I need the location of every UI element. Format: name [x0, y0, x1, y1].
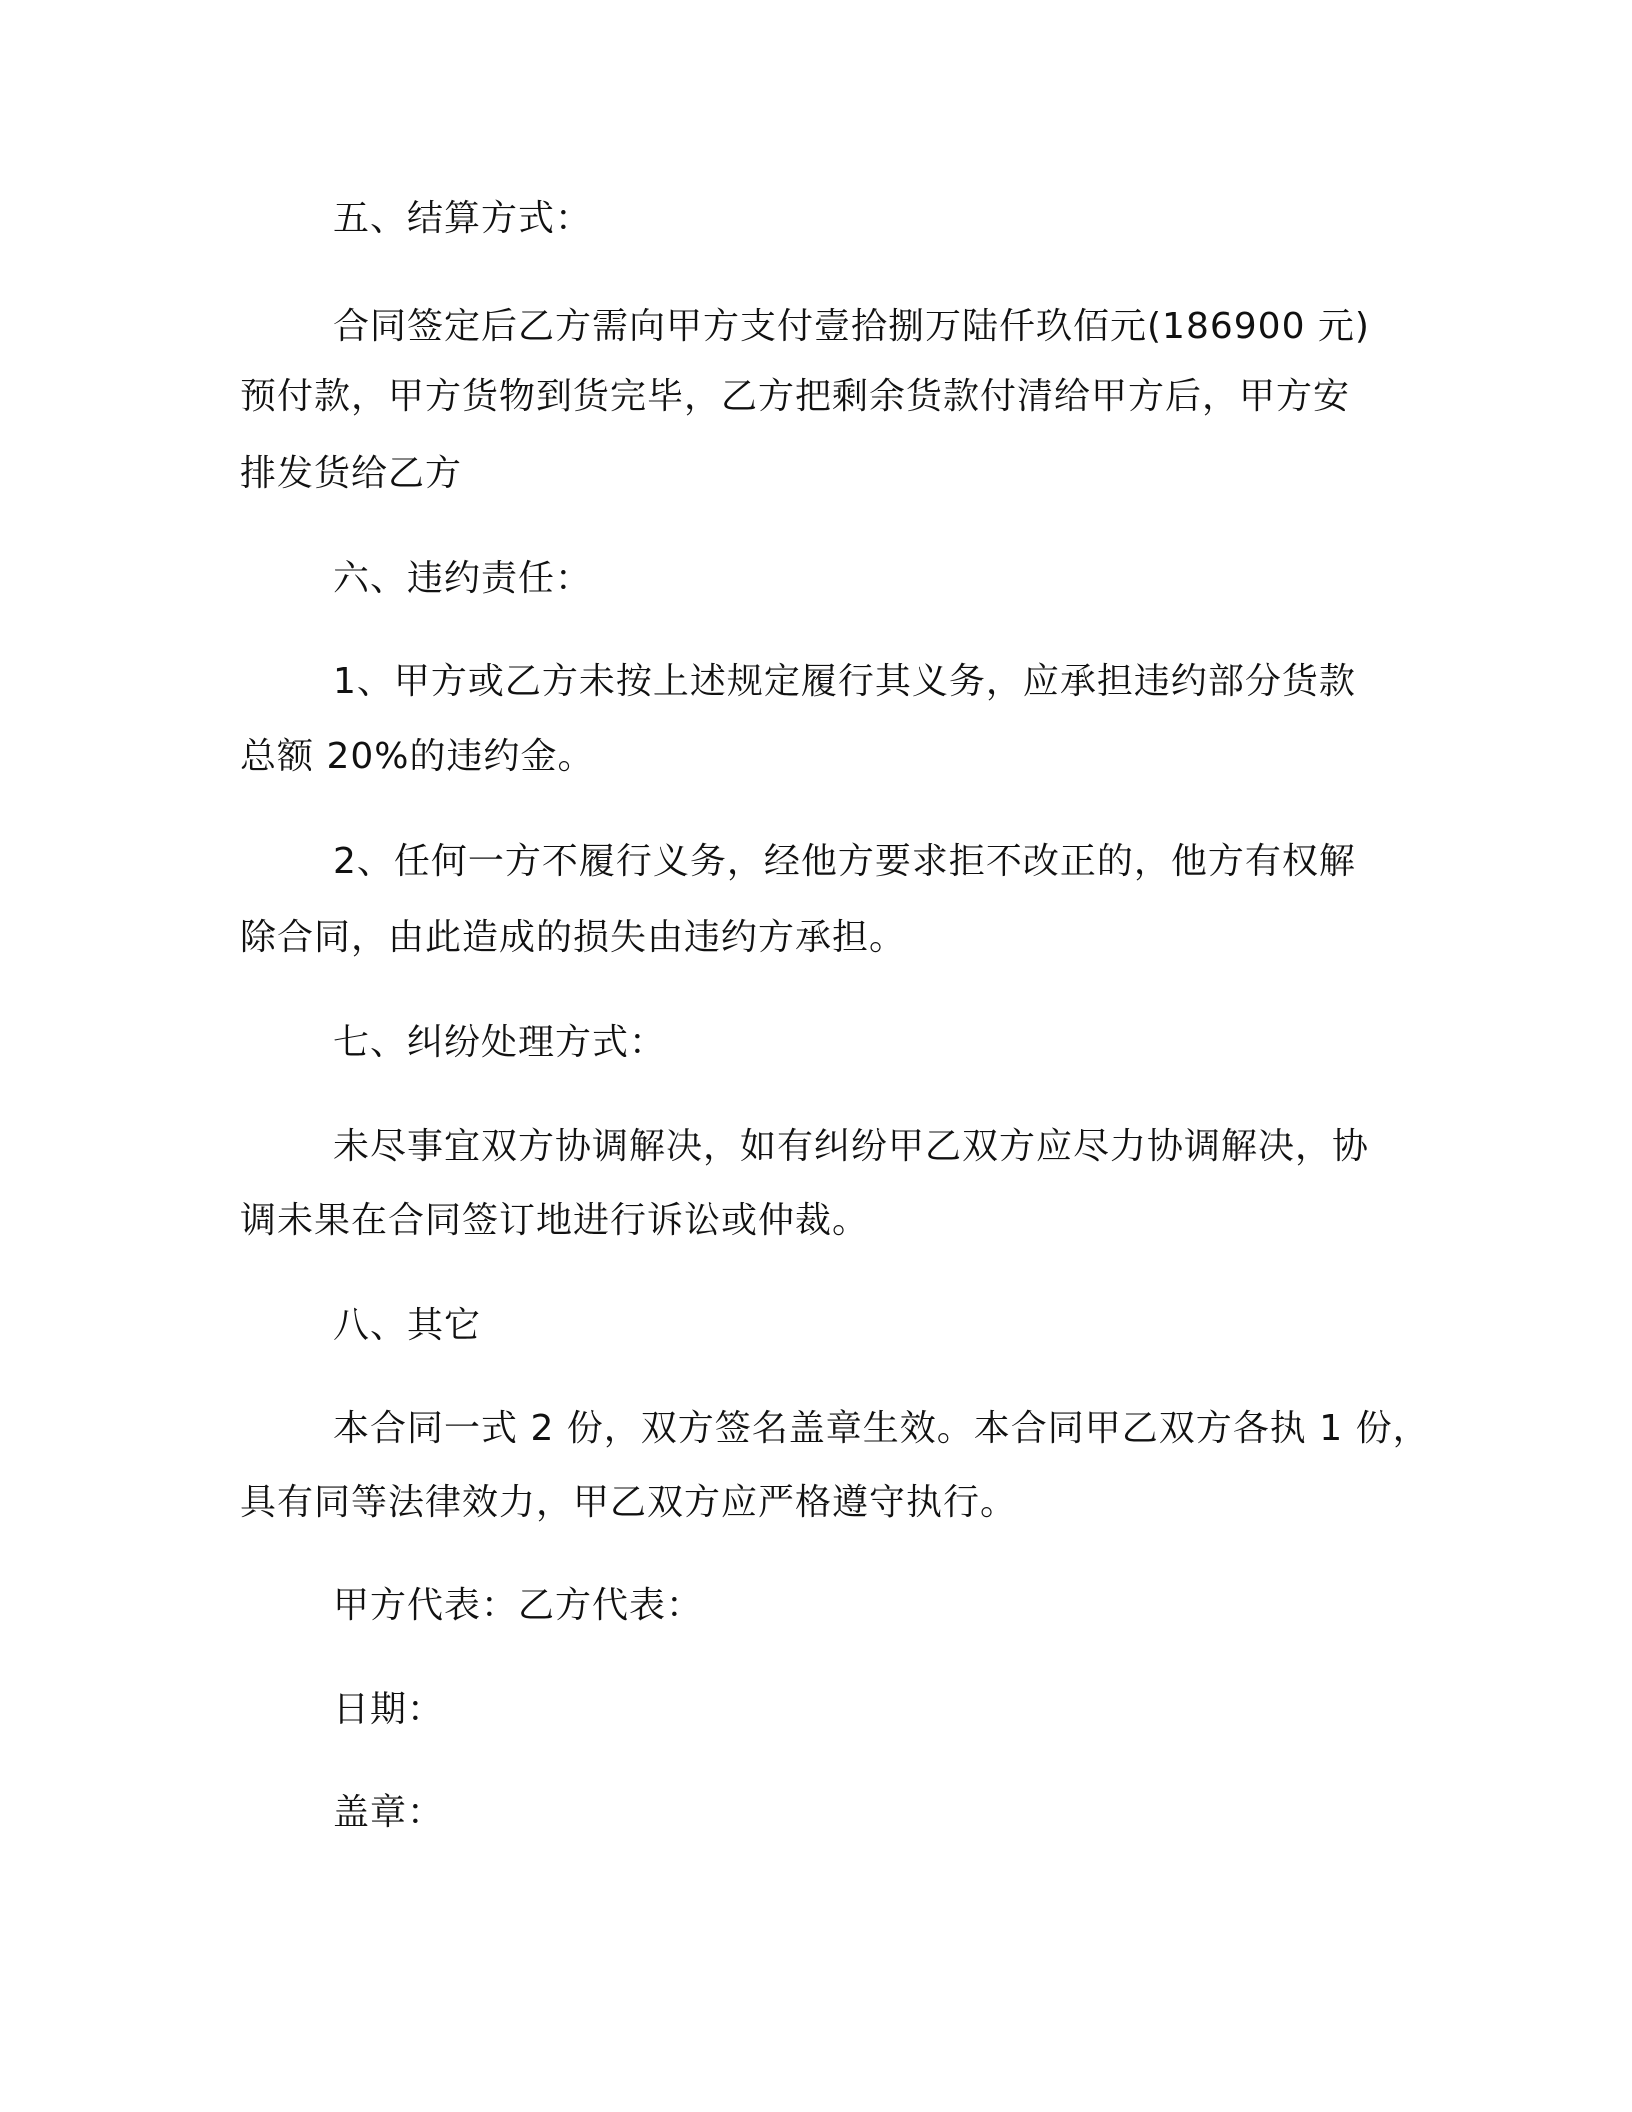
section7-heading: 七、纠纷处理方式：	[333, 1022, 667, 1063]
section7-line-1: 未尽事宜双方协调解决，如有纠纷甲乙双方应尽力协调解决，协	[333, 1126, 1370, 1167]
section5-line-3: 排发货给乙方	[240, 453, 463, 494]
section6-item2-line-2: 除合同，由此造成的损失由违约方承担。	[240, 917, 907, 958]
section6-item2-line-1: 2、任何一方不履行义务，经他方要求拒不改正的，他方有权解	[333, 841, 1356, 882]
signature-representatives: 甲方代表：乙方代表：	[333, 1585, 704, 1626]
section8-heading: 八、其它	[333, 1305, 482, 1346]
section5-heading: 五、结算方式：	[333, 198, 593, 239]
section7-line-2: 调未果在合同签订地进行诉讼或仲裁。	[240, 1200, 870, 1241]
section8-line-2: 具有同等法律效力，甲乙双方应严格遵守执行。	[240, 1482, 1018, 1523]
section8-line-1: 本合同一式 2 份，双方签名盖章生效。本合同甲乙双方各执 1 份，	[333, 1408, 1430, 1449]
section6-heading: 六、违约责任：	[333, 558, 593, 599]
section6-item1-line-2: 总额 20%的违约金。	[240, 736, 595, 777]
section5-line-2: 预付款，甲方货物到货完毕，乙方把剩余货款付清给甲方后，甲方安	[240, 376, 1351, 417]
section6-item1-line-1: 1、甲方或乙方未按上述规定履行其义务，应承担违约部分货款	[333, 661, 1356, 702]
section5-line-1: 合同签定后乙方需向甲方支付壹拾捌万陆仟玖佰元(186900 元)	[333, 306, 1370, 347]
signature-date: 日期：	[333, 1689, 445, 1730]
signature-seal: 盖章：	[333, 1792, 445, 1833]
